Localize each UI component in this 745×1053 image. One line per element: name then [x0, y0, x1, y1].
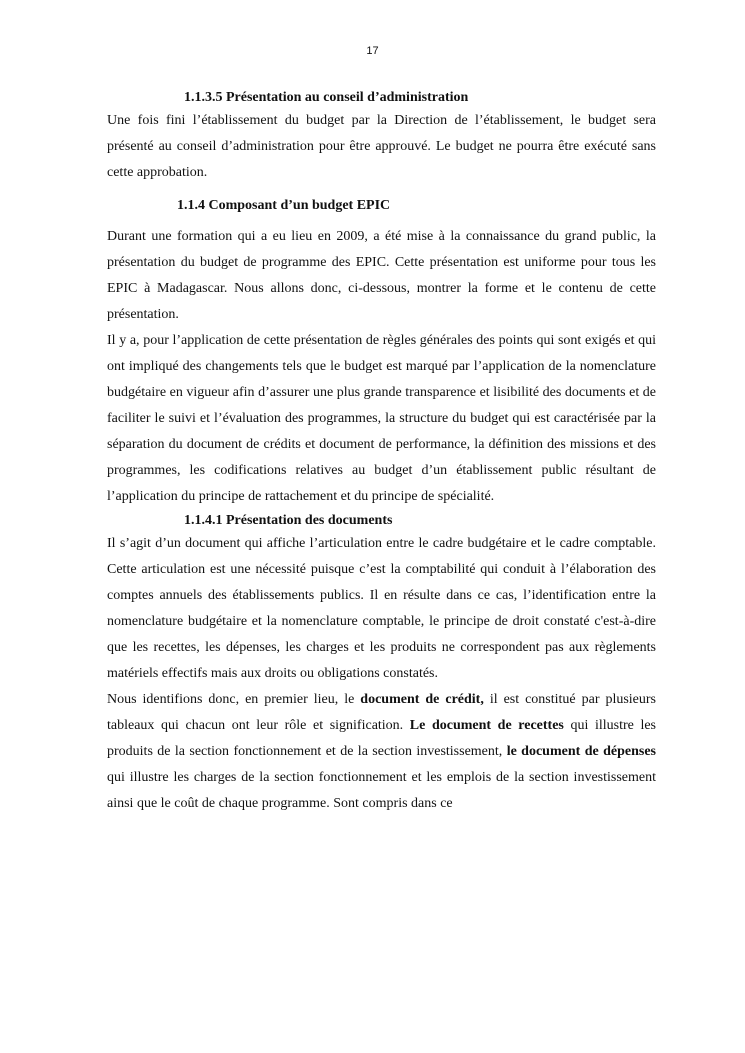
heading-1-1-3-5: 1.1.3.5 Présentation au conseil d’administration	[184, 90, 469, 105]
paragraph-general-rules: Il y a, pour l’application de cette présentation de règles générales des points qui sont exigés et qui ont impliqué des changements tels que le budget est marqué par l’application de la nomenclature budgétaire en vigueur afin d’assurer une plus grande transparence et lisibilité des documents et de faciliter le suivi et l’évaluation des programmes, la structure du budget qui est caractérisée par la séparation du document de crédits et document de performance, la définition des missions et des programmes, les codifications relatives au budget d’un établissement public résultant de l’application du principe de rattachement et du principe de spécialité.	[107, 333, 656, 504]
paragraph-epic-training: Durant une formation qui a eu lieu en 2009, a été mise à la connaissance du grand public, la présentation du budget de programme des EPIC. Cette présentation est uniforme pour tous les EPIC à Madagascar. Nous allons donc, ci-dessous, montrer la forme et le contenu de cette présentation.	[107, 229, 656, 322]
paragraph-document-articulation: Il s’agit d’un document qui affiche l’articulation entre le cadre budgétaire et le cadre comptable. Cette articulation est une nécessité puisque c’est la comptabilité qui conduit à l’élaboration des comptes annuels des établissements publics. Il en résulte dans ce cas, l’identification entre la nomenclature budgétaire et la nomenclature comptable, le principe de droit constaté c'est-à-dire que les recettes, les dépenses, les charges et les produits ne correspondent pas aux règlements matériels effectifs mais aux droits ou obligations constatés.	[107, 536, 656, 681]
paragraph-document-credit	[107, 687, 656, 817]
text-run: il est constitué par plusieurs tableaux qui chacun ont leur rôle et signification.	[107, 692, 657, 733]
heading-1-1-4: 1.1.4 Composant d’un budget EPIC	[177, 198, 391, 213]
page-body	[107, 87, 656, 817]
text-run: Nous identifions donc, en premier lieu, le	[107, 692, 361, 707]
text-run: qui illustre les produits de la section fonctionnement et de la section investissement,	[107, 718, 656, 759]
bold-term-document-credit: document de crédit,	[360, 692, 484, 707]
paragraph-budget-approval: Une fois fini l’établissement du budget par la Direction de l’établissement, le budget sera présenté au conseil d’administration pour être approuvé. Le budget ne pourra être exécuté sans cette approbation.	[107, 113, 656, 180]
bold-term-document-depenses: le document de dépenses	[506, 744, 656, 759]
heading-1-1-4-1: 1.1.4.1 Présentation des documents	[184, 513, 393, 528]
page-number: 17	[366, 45, 379, 57]
bold-term-document-recettes: Le document de recettes	[409, 718, 564, 733]
text-run: qui illustre les charges de la section fonctionnement et les emplois de la section investissement ainsi que le coût de chaque programme. Sont compris dans ce	[107, 770, 656, 811]
